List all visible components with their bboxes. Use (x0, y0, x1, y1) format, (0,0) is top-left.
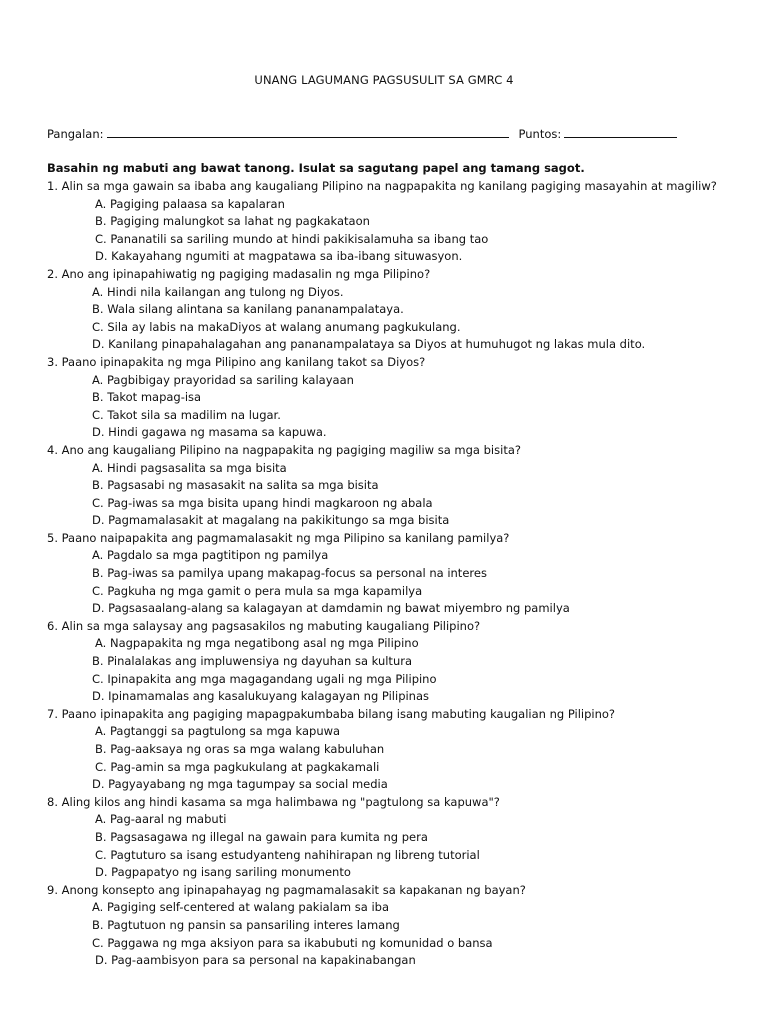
question-list (47, 178, 747, 970)
option-3d: D. Hindi gagawa ng masama sa kapuwa. (92, 425, 327, 440)
option-6b: B. Pinalalakas ang impluwensiya ng dayuhan sa kultura (92, 654, 413, 669)
option-8c: C. Pagtuturo sa isang estudyanteng nahihirapan ng libreng tutorial (95, 847, 480, 862)
name-blank-line[interactable] (107, 125, 509, 138)
option-5c: C. Pagkuha ng mga gamit o pera mula sa mga kapamilya (92, 583, 423, 598)
question-8: 8. Aling kilos ang hindi kasama sa mga halimbawa ng "pagtulong sa kapuwa"? (47, 794, 500, 809)
option-6d: D. Ipinamamalas ang kasalukuyang kalagayan ng Pilipinas (92, 689, 430, 704)
option-3c: C. Takot sila sa madilim na lugar. (92, 407, 281, 422)
option-5a: A. Pagdalo sa mga pagtitipon ng pamilya (92, 548, 329, 563)
option-4d: D. Pagmamalasakit at magalang na pakikitungo sa mga bisita (92, 513, 450, 528)
question-6: 6. Alin sa mga salaysay ang pagsasakilos ng mabuting kaugaliang Pilipino? (47, 618, 481, 633)
question-5: 5. Paano naipapakita ang pagmamalasakit ng mga Pilipino sa kanilang pamilya? (47, 530, 510, 545)
option-1a: A. Pagiging palaasa sa kapalaran (95, 196, 285, 211)
question-2: 2. Ano ang ipinapahiwatig ng pagiging madasalin ng mga Pilipino? (47, 266, 431, 281)
option-6a: A. Nagpapakita ng mga negatibong asal ng mga Pilipino (95, 636, 419, 651)
question-4: 4. Ano ang kaugaliang Pilipino na nagpapakita ng pagiging magiliw sa mga bisita? (47, 442, 521, 457)
option-8a: A. Pag-aaral ng mabuti (95, 812, 227, 827)
option-1b: B. Pagiging malungkot sa lahat ng pagkakataon (95, 214, 370, 229)
option-5b: B. Pag-iwas sa pamilya upang makapag-focus sa personal na interes (92, 566, 487, 581)
name-label: Pangalan: (47, 127, 104, 141)
option-2d: D. Kanilang pinapahalagahan ang pananampalataya sa Diyos at humuhugot ng lakas mula dito. (92, 337, 646, 352)
exam-title: UNANG LAGUMANG PAGSUSULIT SA GMRC 4 (254, 73, 514, 87)
option-3b: B. Takot mapag-isa (92, 390, 202, 405)
option-4b: B. Pagsasabi ng masasakit na salita sa mga bisita (92, 478, 379, 493)
option-4a: A. Hindi pagsasalita sa mga bisita (92, 460, 287, 475)
option-9b: B. Pagtutuon ng pansin sa pansariling interes lamang (92, 917, 400, 932)
option-2c: C. Sila ay labis na makaDiyos at walang anumang pagkukulang. (92, 319, 461, 334)
option-4c: C. Pag-iwas sa mga bisita upang hindi magkaroon ng abala (92, 495, 433, 510)
instructions: Basahin ng mabuti ang bawat tanong. Isulat sa sagutang papel ang tamang sagot. (47, 161, 585, 175)
option-9a: A. Pagiging self-centered at walang pakialam sa iba (92, 900, 390, 915)
option-7a: A. Pagtanggi sa pagtulong sa mga kapuwa (95, 724, 341, 739)
option-8b: B. Pagsasagawa ng illegal na gawain para kumita ng pera (95, 829, 428, 844)
question-7: 7. Paano ipinapakita ang pagiging mapagpakumbaba bilang isang mabuting kaugalian ng Pilipino? (47, 706, 616, 721)
option-8d: D. Pagpapatyo ng isang sariling monumento (95, 865, 351, 880)
option-3a: A. Pagbibigay prayoridad sa sariling kalayaan (92, 372, 354, 387)
score-blank-line[interactable] (564, 125, 677, 138)
option-7b: B. Pag-aaksaya ng oras sa mga walang kabuluhan (95, 742, 385, 756)
student-info-row (47, 125, 707, 141)
score-label: Puntos: (518, 127, 562, 141)
option-7c: C. Pag-amin sa mga pagkukulang at pagkakamali (95, 759, 380, 774)
option-1c: C. Pananatili sa sariling mundo at hindi pakikisalamuha sa ibang tao (95, 231, 489, 246)
option-9d: D. Pag-aambisyon para sa personal na kapakinabangan (95, 953, 416, 968)
question-9: 9. Anong konsepto ang ipinapahayag ng pagmamalasakit sa kapakanan ng bayan? (47, 882, 526, 897)
option-6c: C. Ipinapakita ang mga magagandang ugali ng mga Pilipino (92, 671, 437, 686)
option-9c: C. Paggawa ng mga aksiyon para sa ikabubuti ng komunidad o bansa (92, 935, 493, 950)
question-3: 3. Paano ipinapakita ng mga Pilipino ang kanilang takot sa Diyos? (47, 354, 426, 369)
option-7d: D. Pagyayabang ng mga tagumpay sa social media (92, 777, 388, 792)
option-1d: D. Kakayahang ngumiti at magpatawa sa iba-ibang situwasyon. (95, 249, 463, 264)
option-2a: A. Hindi nila kailangan ang tulong ng Diyos. (92, 284, 344, 299)
option-5d: D. Pagsasaalang-alang sa kalagayan at damdamin ng bawat miyembro ng pamilya (92, 601, 570, 616)
option-2b: B. Wala silang alintana sa kanilang pananampalataya. (92, 302, 404, 317)
question-1: 1. Alin sa mga gawain sa ibaba ang kaugaliang Pilipino na nagpapakita ng kanilang pagiging masayahin at magiliw? (47, 179, 717, 193)
